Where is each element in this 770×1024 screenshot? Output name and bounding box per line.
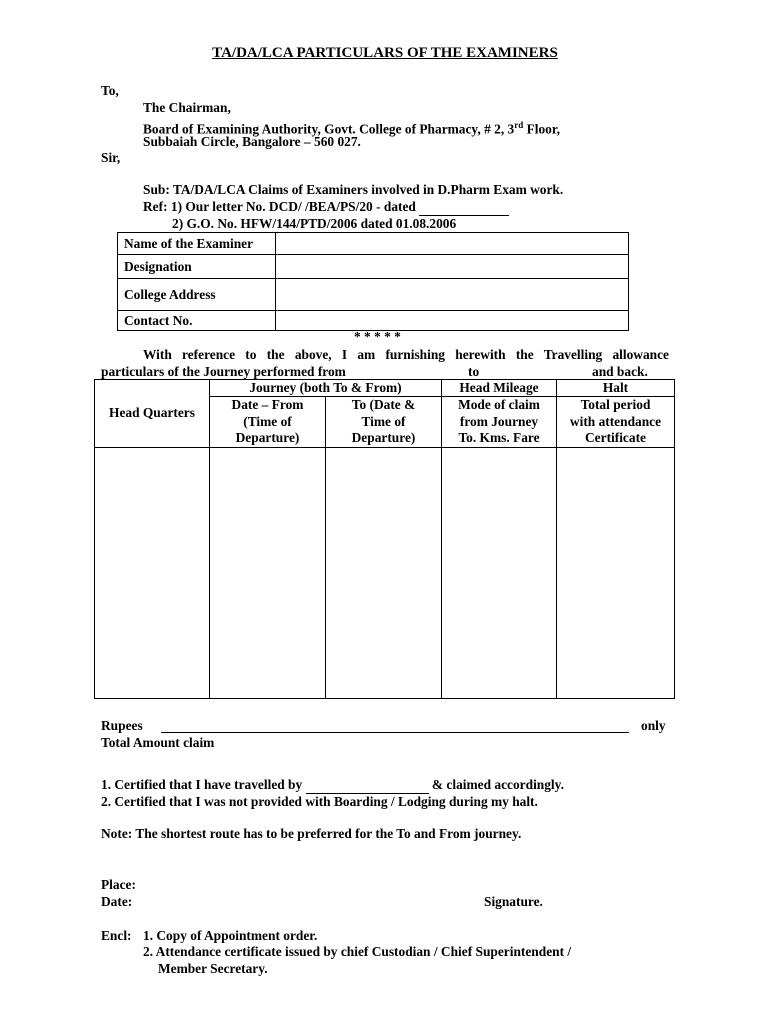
date-from-line: Date – From	[231, 397, 304, 412]
travel-mode-blank[interactable]	[306, 777, 429, 794]
rupees-blank[interactable]	[161, 731, 629, 733]
details-label: Designation	[118, 255, 276, 279]
date-from-cell[interactable]	[210, 447, 326, 698]
intro-line2-a: particulars of the Journey performed from	[101, 364, 346, 379]
signature-label: Signature.	[484, 894, 543, 909]
enclosure-2-continued: Member Secretary.	[158, 961, 268, 976]
details-value-college-address[interactable]	[276, 279, 629, 311]
details-label: College Address	[118, 279, 276, 311]
total-period-line: with attendance	[569, 413, 662, 429]
to-date-cell[interactable]	[326, 447, 442, 698]
date-from-line: (Time of	[243, 413, 292, 429]
details-value-designation[interactable]	[276, 255, 629, 279]
mode-claim-cell[interactable]	[442, 447, 557, 698]
date-label: Date:	[101, 894, 133, 909]
enclosure-2: 2. Attendance certificate issued by chief Custodian / Chief Superintendent /	[143, 944, 572, 959]
reference-2: 2) G.O. No. HFW/144/PTD/2006 dated 01.08.2006	[172, 216, 457, 231]
address-line1: The Chairman,	[143, 100, 231, 115]
details-label: Contact No.	[118, 311, 276, 331]
mode-claim-header	[442, 397, 557, 448]
mode-claim-line: To. Kms. Fare	[458, 430, 540, 445]
salutation: Sir,	[101, 150, 121, 165]
reference-1	[143, 199, 509, 216]
to-date-line: Time of	[361, 413, 406, 429]
total-period-line: Certificate	[585, 430, 646, 445]
journey-table	[94, 379, 675, 699]
address-line3: Subbaiah Circle, Bangalore – 560 027.	[143, 134, 361, 149]
halt-header: Halt	[557, 380, 675, 397]
date-from-line: Departure)	[235, 430, 300, 445]
subject-line: Sub: TA/DA/LCA Claims of Examiners involved in D.Pharm Exam work.	[143, 182, 564, 197]
intro-line2-b: to	[468, 364, 480, 379]
dated-blank[interactable]	[419, 199, 509, 216]
rupees-label: Rupees	[101, 718, 143, 733]
certification-1	[101, 777, 564, 794]
page-title: TA/DA/LCA PARTICULARS OF THE EXAMINERS	[212, 45, 558, 61]
details-label: Name of the Examiner	[118, 233, 276, 255]
details-value-contact[interactable]	[276, 311, 629, 331]
total-period-header	[557, 397, 675, 448]
examiner-details-table	[117, 232, 629, 331]
head-quarters-header: Head Quarters	[95, 380, 210, 448]
enclosure-label: Encl:	[101, 928, 132, 943]
enclosure-1: 1. Copy of Appointment order.	[143, 928, 318, 943]
head-mileage-header: Head Mileage	[442, 380, 557, 397]
address-line2-main: Board of Examining Authority, Govt. College of Pharmacy, # 2, 3	[143, 121, 515, 137]
address-to: To,	[101, 83, 119, 98]
address-line2-sup: rd	[514, 120, 524, 130]
certification-1-text: 1. Certified that I have travelled by	[101, 777, 303, 792]
total-period-cell[interactable]	[557, 447, 675, 698]
total-period-line: Total period	[580, 397, 651, 412]
to-date-header	[326, 397, 442, 448]
certification-2: 2. Certified that I was not provided with Boarding / Lodging during my halt.	[101, 794, 538, 809]
to-date-line: Departure)	[351, 430, 416, 445]
intro-line1: With reference to the above, I am furnishing herewith the Travelling allowance	[143, 347, 669, 362]
reference-1-text: Ref: 1) Our letter No. DCD/ /BEA/PS/20 - dated	[143, 199, 416, 214]
mode-claim-line: Mode of claim	[458, 397, 540, 412]
address-line2-end: Floor,	[523, 121, 560, 137]
separator-stars: * * * * *	[354, 329, 401, 344]
intro-line2-c: and back.	[592, 364, 648, 379]
to-date-line: To (Date &	[351, 397, 416, 412]
place-label: Place:	[101, 877, 136, 892]
mode-claim-line: from Journey	[459, 413, 539, 429]
details-value-name[interactable]	[276, 233, 629, 255]
head-quarters-cell[interactable]	[95, 447, 210, 698]
rupees-only: only	[641, 718, 666, 733]
date-from-header	[210, 397, 326, 448]
certification-1-end: & claimed accordingly.	[431, 777, 564, 792]
note: Note: The shortest route has to be preferred for the To and From journey.	[101, 826, 522, 841]
journey-group-header: Journey (both To & From)	[210, 380, 442, 397]
total-amount-label: Total Amount claim	[101, 735, 215, 750]
